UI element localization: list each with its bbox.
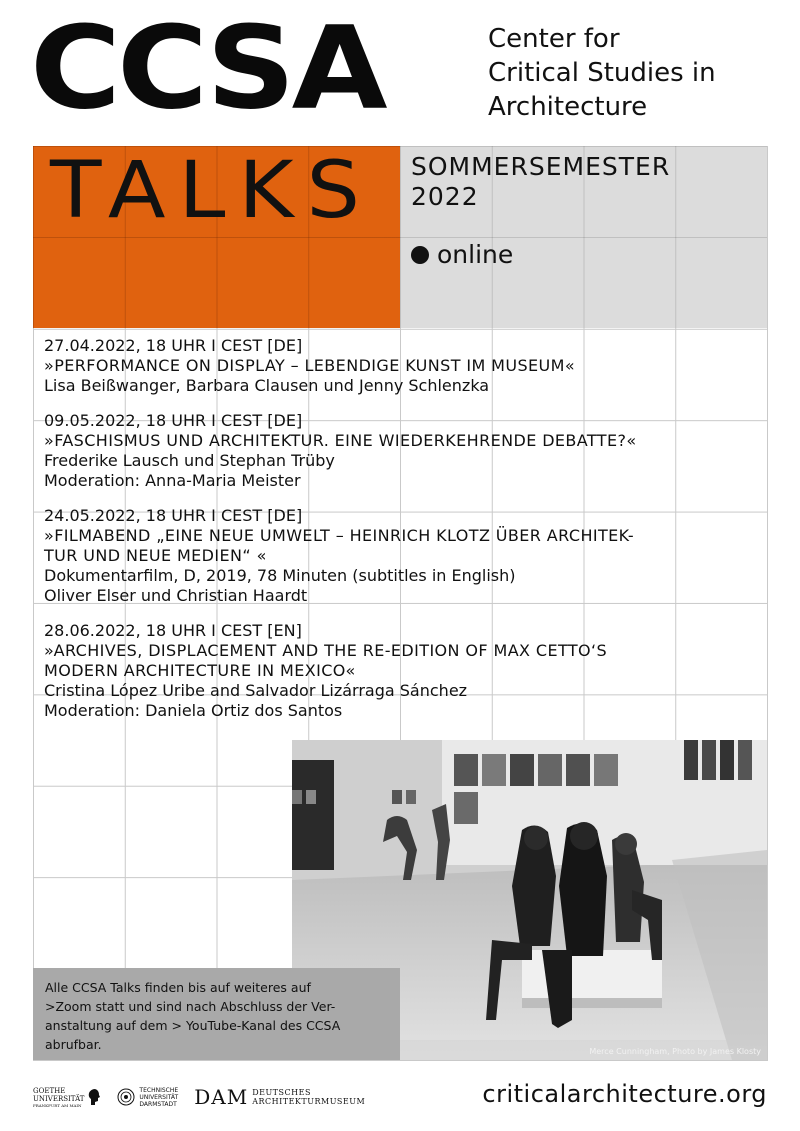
- event-moderation: Moderation: Daniela Ortiz dos Santos: [44, 701, 343, 720]
- event-item: [44, 336, 764, 396]
- event-title: TUR UND NEUE MEDIEN“ «: [44, 546, 267, 565]
- event-speakers: Lisa Beißwanger, Barbara Clausen und Jenny Schlenzka: [44, 376, 490, 395]
- logo-text-line: TECHNISCHE: [139, 1086, 179, 1094]
- goethe-university-logo: [33, 1087, 101, 1108]
- semester-heading: [411, 152, 761, 212]
- logo-text-line: UNIVERSITÄT: [33, 1094, 85, 1103]
- info-line: >Zoom statt und sind nach Abschluss der Ver-: [45, 999, 336, 1014]
- tu-darmstadt-logo: [117, 1087, 178, 1108]
- event-date: 28.06.2022, 18 UHR I CEST [EN]: [44, 621, 302, 640]
- filled-circle-icon: [411, 246, 429, 264]
- goethe-university-text: [33, 1087, 84, 1108]
- center-name-line: Architecture: [488, 92, 648, 122]
- event-title: MODERN ARCHITECTURE IN MEXICO«: [44, 661, 356, 680]
- event-speakers: Frederike Lausch und Stephan Trüby: [44, 451, 335, 470]
- info-text: [45, 978, 385, 1054]
- logo-text-line: ARCHITEKTURMUSEUM: [252, 1097, 366, 1106]
- event-date: 24.05.2022, 18 UHR I CEST [DE]: [44, 506, 303, 525]
- event-date: 09.05.2022, 18 UHR I CEST [DE]: [44, 411, 303, 430]
- center-name-line: Center for: [488, 24, 620, 54]
- event-title: »FILMABEND „EINE NEUE UMWELT – HEINRICH KLOTZ ÜBER ARCHITEK-: [44, 526, 635, 545]
- talks-heading: TALKS: [50, 146, 374, 236]
- event-title: »PERFORMANCE ON DISPLAY – LEBENDIGE KUNST IM MUSEUM«: [44, 356, 576, 375]
- dam-text: [252, 1088, 365, 1106]
- event-item: [44, 411, 764, 491]
- center-name: [488, 22, 788, 124]
- event-title: »ARCHIVES, DISPLACEMENT AND THE RE-EDITION OF MAX CETTO‘S: [44, 641, 608, 660]
- info-line: Alle CCSA Talks finden bis auf weiteres auf: [45, 980, 311, 995]
- tu-seal-icon: [117, 1088, 135, 1106]
- ccsa-logo: CCSA: [30, 2, 384, 136]
- logo-text-line: DEUTSCHES: [252, 1088, 311, 1097]
- event-item: [44, 621, 764, 721]
- event-speakers: Cristina López Uribe and Salvador Lizárraga Sánchez: [44, 681, 468, 700]
- tu-darmstadt-text: [139, 1087, 178, 1108]
- event-speakers: Oliver Elser und Christian Haardt: [44, 586, 308, 605]
- event-list: [44, 336, 764, 736]
- info-box: [33, 968, 400, 1060]
- dam-logo: [194, 1085, 365, 1109]
- center-name-line: Critical Studies in: [488, 58, 716, 88]
- event-item: [44, 506, 764, 606]
- logo-text-line: UNIVERSITÄT: [139, 1093, 179, 1101]
- dam-mark: DAM: [194, 1085, 249, 1109]
- logo-text-line: GOETHE: [33, 1086, 66, 1095]
- partner-logos: [33, 1082, 365, 1112]
- photo-caption: Merce Cunningham, Photo by James Klosty: [589, 1047, 761, 1056]
- semester-line: SOMMERSEMESTER: [411, 152, 671, 181]
- event-title: »FASCHISMUS UND ARCHITEKTUR. EINE WIEDERKEHRENDE DEBATTE?«: [44, 431, 637, 450]
- logo-text-line: FRANKFURT AM MAIN: [33, 1102, 82, 1108]
- event-moderation: Moderation: Anna-Maria Meister: [44, 471, 301, 490]
- semester-line: 2022: [411, 182, 479, 211]
- info-line: anstaltung auf dem > YouTube-Kanal des CCSA: [45, 1018, 341, 1033]
- website-url[interactable]: criticalarchitecture.org: [482, 1080, 767, 1108]
- format-indicator: [411, 240, 513, 270]
- event-date: 27.04.2022, 18 UHR I CEST [DE]: [44, 336, 303, 355]
- event-description: Dokumentarfilm, D, 2019, 78 Minuten (subtitles in English): [44, 566, 516, 585]
- logo-text-line: DARMSTADT: [139, 1100, 177, 1108]
- format-label: online: [437, 240, 514, 269]
- goethe-head-icon: [87, 1088, 101, 1106]
- info-line: abrufbar.: [45, 1037, 102, 1052]
